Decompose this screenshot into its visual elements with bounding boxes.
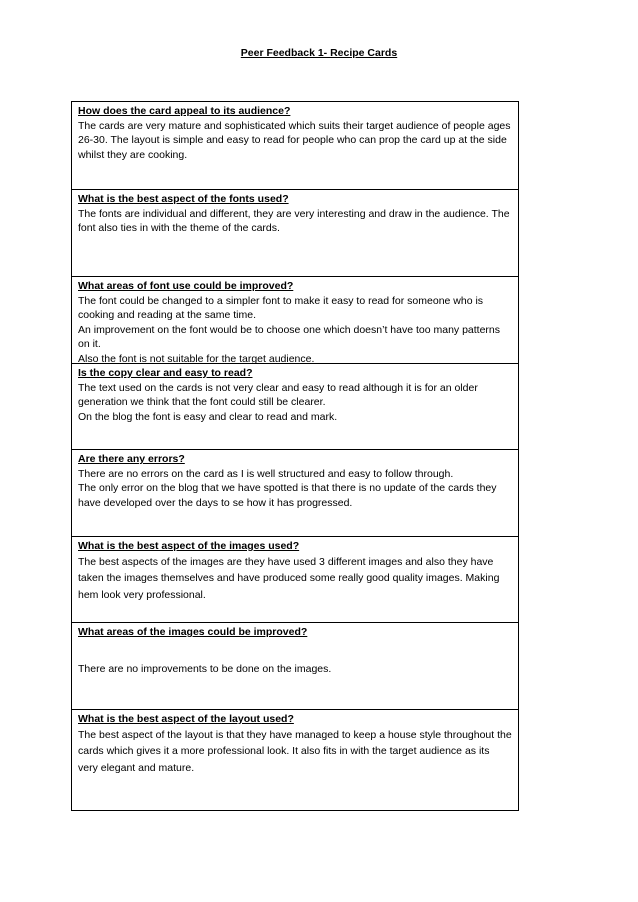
question-heading: What is the best aspect of the layout used? — [78, 713, 294, 725]
question-heading: What is the best aspect of the fonts used? — [78, 193, 289, 205]
answer-text: Also the font is not suitable for the target audience. — [78, 352, 315, 363]
question-heading: What areas of the images could be improved? — [78, 626, 308, 638]
feedback-row-images-best — [72, 536, 518, 622]
answer-text: The fonts are individual and different, they are very interesting and draw in the audience. The font also ties in with the theme of the cards. — [78, 207, 510, 234]
page-title: Peer Feedback 1- Recipe Cards — [240, 47, 398, 59]
feedback-row-copy-clarity — [72, 363, 518, 449]
feedback-row-fonts-improve — [72, 276, 518, 363]
feedback-row-errors — [72, 449, 518, 536]
answer-text: The font could be changed to a simpler font to make it easy to read for someone who is cooking and reading at the same time. — [78, 294, 484, 321]
question-heading: Are there any errors? — [78, 453, 185, 465]
answer-text: The best aspects of the images are they have used 3 different images and also they have taken the images themselves and have produced some really good quality images. Making hem look very professional. — [78, 555, 500, 601]
answer-text: The only error on the blog that we have spotted is that there is no update of the cards they have developed over the days to se how it has progressed. — [78, 482, 497, 509]
answer-text: There are no errors on the card as I is well structured and easy to follow through. — [78, 467, 454, 480]
question-heading: How does the card appeal to its audience? — [78, 105, 291, 117]
answer-text: The text used on the cards is not very clear and easy to read although it is for an older generation we think that the font could still be clearer. — [78, 381, 478, 408]
feedback-row-layout-best — [72, 709, 518, 810]
question-heading: What is the best aspect of the images used? — [78, 540, 300, 552]
answer-text: The best aspect of the layout is that they have managed to keep a house style throughout the cards which gives it a more professional look. It also fits in with the target audience as its very elegant and mature. — [78, 728, 512, 774]
answer-text: On the blog the font is easy and clear to read and mark. — [78, 410, 338, 423]
answer-text: There are no improvements to be done on the images. — [78, 662, 332, 675]
feedback-row-fonts-best — [72, 189, 518, 276]
feedback-row-images-improve — [72, 622, 518, 709]
question-heading: Is the copy clear and easy to read? — [78, 367, 253, 379]
answer-text: The cards are very mature and sophisticated which suits their target audience of people ages 26-30. The layout is simple and easy to read for people who can prop the card up at the side whilst they are cooking. — [78, 119, 511, 161]
answer-text: An improvement on the font would be to choose one which doesn’t have too many patterns on it. — [78, 323, 501, 350]
question-heading: What areas of font use could be improved? — [78, 280, 294, 292]
feedback-row-audience-appeal — [72, 102, 518, 189]
feedback-table — [71, 101, 519, 811]
